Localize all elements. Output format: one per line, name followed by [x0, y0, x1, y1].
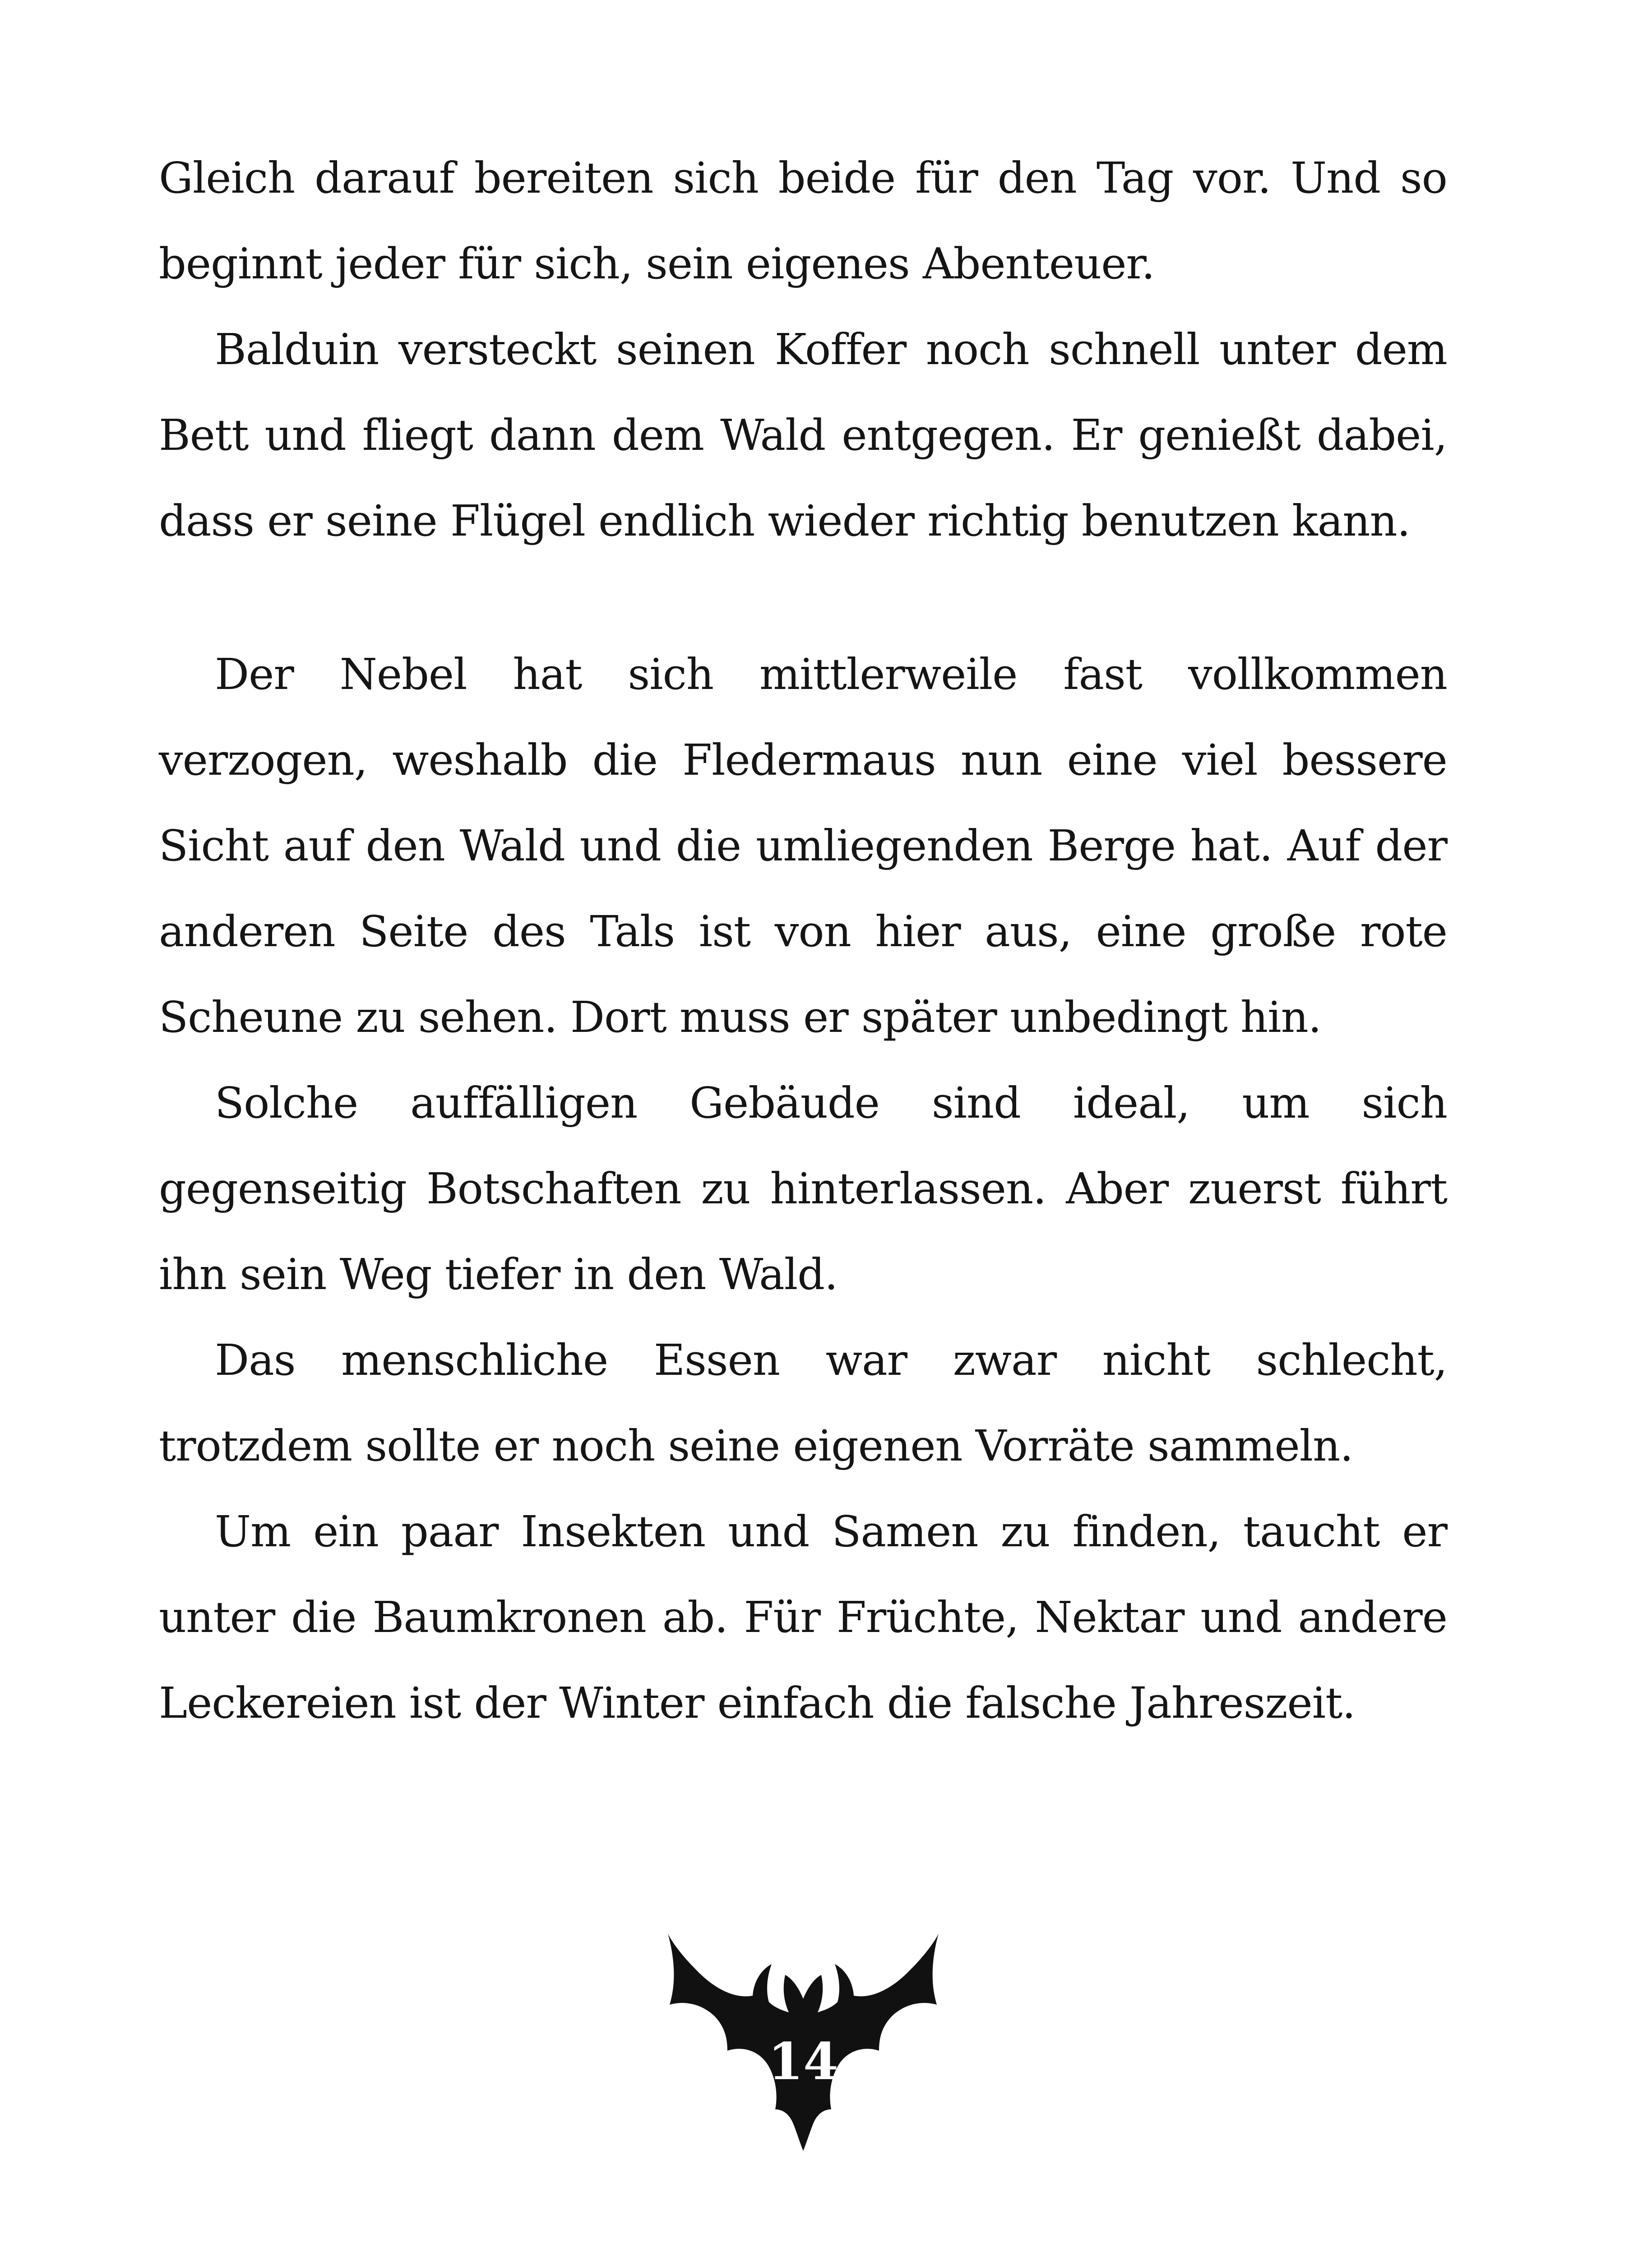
paragraph: Balduin versteckt seinen Koffer noch schnell unter dem Bett und fliegt dann dem Wald entgegen. Er genießt dabei, dass er seine Flügel endlich wieder richtig benutzen kann.	[159, 325, 1447, 546]
paragraph: Solche auffälligen Gebäude sind ideal, um sich gegenseitig Botschaften zu hinterlassen. Aber zuerst führt ihn sein Weg tiefer in den Wald.	[159, 1078, 1447, 1299]
paragraph: Um ein paar Insekten und Samen zu finden, taucht er unter die Baumkronen ab. Für Früchte, Nektar und andere Leckereien ist der Winter einfach die falsche Jahreszeit.	[159, 1507, 1447, 1728]
text-block-top	[159, 135, 1447, 564]
page-number: 14	[768, 2032, 838, 2091]
text-block-bottom	[159, 632, 1447, 1746]
paragraph: Das menschliche Essen war zwar nicht schlecht, trotzdem sollte er noch seine eigenen Vorräte sammeln.	[159, 1336, 1447, 1471]
paragraph: Der Nebel hat sich mittlerweile fast vollkommen verzogen, weshalb die Fledermaus nun eine viel bessere Sicht auf den Wald und die umliegenden Berge hat. Auf der anderen Seite des Tals ist von hier aus, eine große rote Scheune zu sehen. Dort muss er später unbedingt hin.	[159, 650, 1447, 1042]
paragraph: Gleich darauf bereiten sich beide für den Tag vor. Und so beginnt jeder für sich, sein eigenes Abenteuer.	[159, 153, 1447, 289]
